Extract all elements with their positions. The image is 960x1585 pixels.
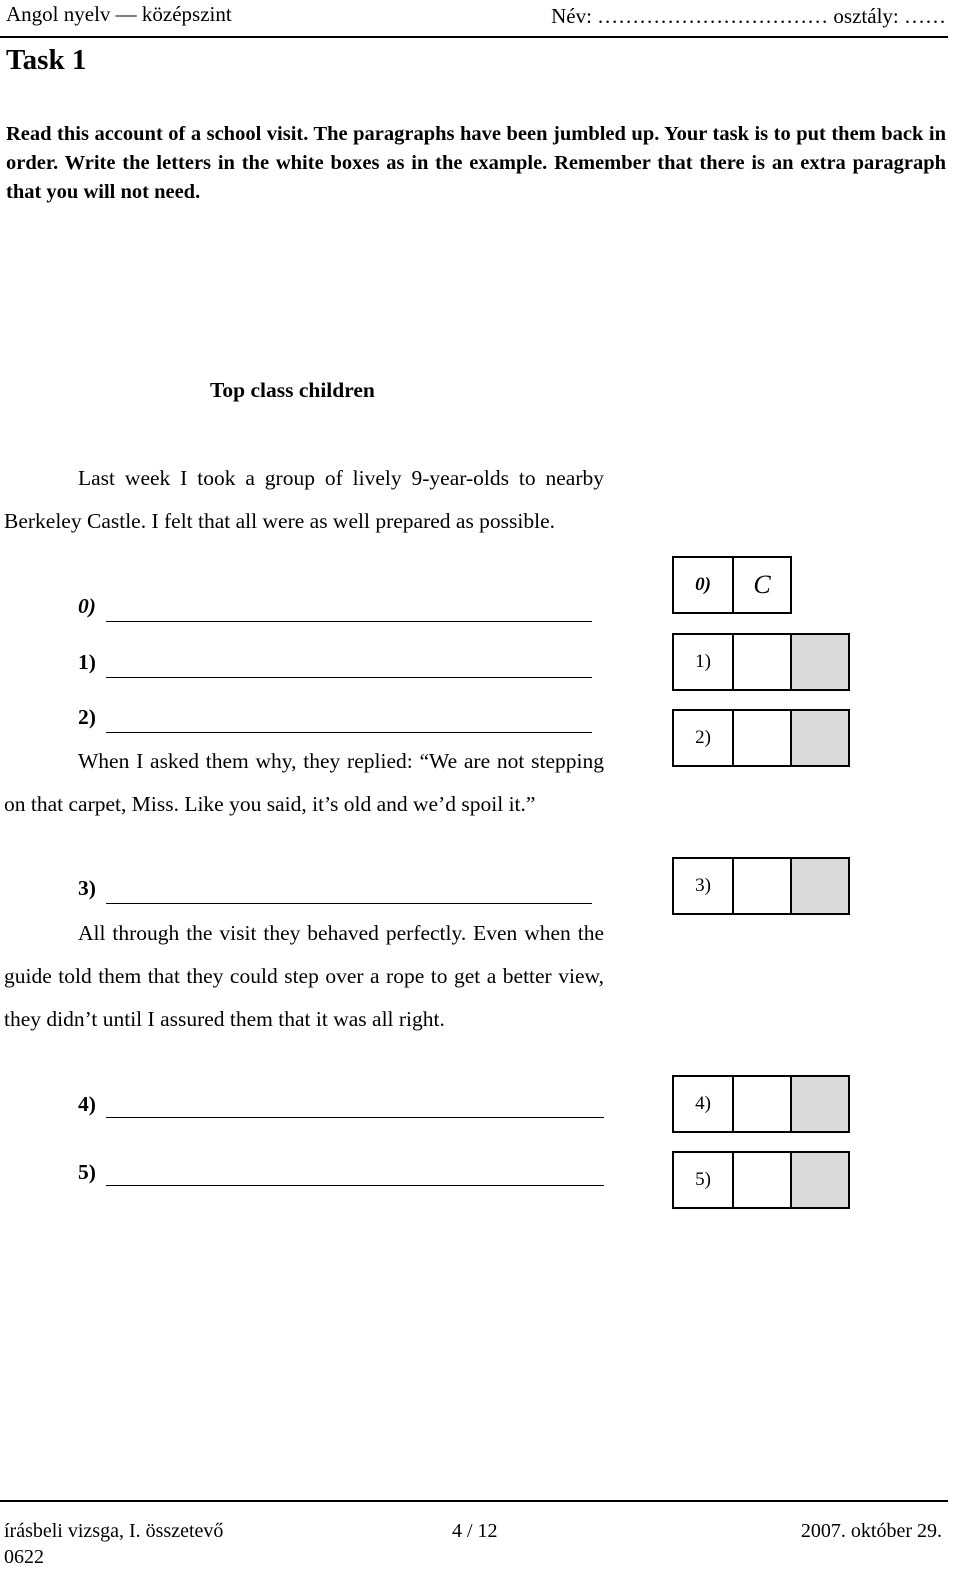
gap-5	[78, 1160, 96, 1185]
answer-row-4	[672, 1075, 850, 1133]
footer-exam-code: 0622	[4, 1546, 44, 1568]
score-box-2	[790, 709, 850, 767]
footer-exam-part: írásbeli vizsga, I. összetevő	[4, 1520, 224, 1542]
story-paragraph-1-text: Last week I took a group of lively 9-year-olds to nearby Berkeley Castle. I felt that all were as well prepared as possible.	[4, 466, 604, 533]
gap-5-label: 5)	[78, 1160, 96, 1184]
answer-box-5[interactable]	[732, 1151, 792, 1209]
answer-box-0: C	[732, 556, 792, 614]
answer-row-1	[672, 633, 850, 691]
score-box-3	[790, 857, 850, 915]
answer-row-2	[672, 709, 850, 767]
gap-2-label: 2)	[78, 705, 96, 729]
gap-3	[78, 876, 96, 901]
gap-1-label: 1)	[78, 650, 96, 674]
story-paragraph-3-text: All through the visit they behaved perfectly. Even when the guide told them that they could step over a rope to get a better view, they didn’t until I assured them that it was all right.	[4, 921, 604, 1031]
gap-2	[78, 705, 96, 730]
answer-row-0-label: 0)	[672, 556, 734, 614]
score-box-1	[790, 633, 850, 691]
gap-0-line	[106, 621, 592, 622]
score-box-5	[790, 1151, 850, 1209]
answer-row-3	[672, 857, 850, 915]
answer-row-5	[672, 1151, 850, 1209]
story-paragraph-1	[4, 457, 604, 543]
answer-row-0	[672, 556, 792, 614]
header-subject: Angol nyelv — középszint	[6, 2, 232, 26]
gap-0	[78, 594, 96, 619]
answer-row-1-label: 1)	[672, 633, 734, 691]
answer-row-5-label: 5)	[672, 1151, 734, 1209]
footer-date: 2007. október 29.	[800, 1520, 942, 1542]
answer-row-2-label: 2)	[672, 709, 734, 767]
answer-box-1[interactable]	[732, 633, 792, 691]
task-title: Task 1	[6, 44, 87, 76]
footer-divider	[0, 1500, 948, 1502]
gap-3-line	[106, 903, 592, 904]
story-paragraph-2-text: When I asked them why, they replied: “We are not stepping on that carpet, Miss. Like you said, it’s old and we’d spoil it.”	[4, 749, 604, 816]
header-name-class-field: Név: …………………………… osztály: ……	[551, 4, 946, 28]
gap-0-label: 0)	[78, 594, 96, 618]
answer-row-4-label: 4)	[672, 1075, 734, 1133]
answer-box-3[interactable]	[732, 857, 792, 915]
gap-4-label: 4)	[78, 1092, 96, 1116]
gap-4-line	[106, 1117, 604, 1118]
answer-box-2[interactable]	[732, 709, 792, 767]
gap-1-line	[106, 677, 592, 678]
answer-box-4[interactable]	[732, 1075, 792, 1133]
header-divider	[0, 36, 948, 38]
score-box-4	[790, 1075, 850, 1133]
gap-2-line	[106, 732, 592, 733]
task-instructions: Read this account of a school visit. The paragraphs have been jumbled up. Your task is to put them back in order. Write the letters in the white boxes as in the example. Remember that there is an extra paragraph that you will not need.	[6, 123, 946, 203]
answer-row-3-label: 3)	[672, 857, 734, 915]
gap-1	[78, 650, 96, 675]
gap-3-label: 3)	[78, 876, 96, 900]
story-paragraph-3	[4, 912, 604, 1041]
gap-4	[78, 1092, 96, 1117]
gap-5-line	[106, 1185, 604, 1186]
footer-page-number: 4 / 12	[452, 1520, 498, 1542]
story-title: Top class children	[210, 378, 375, 402]
story-paragraph-2	[4, 740, 604, 826]
